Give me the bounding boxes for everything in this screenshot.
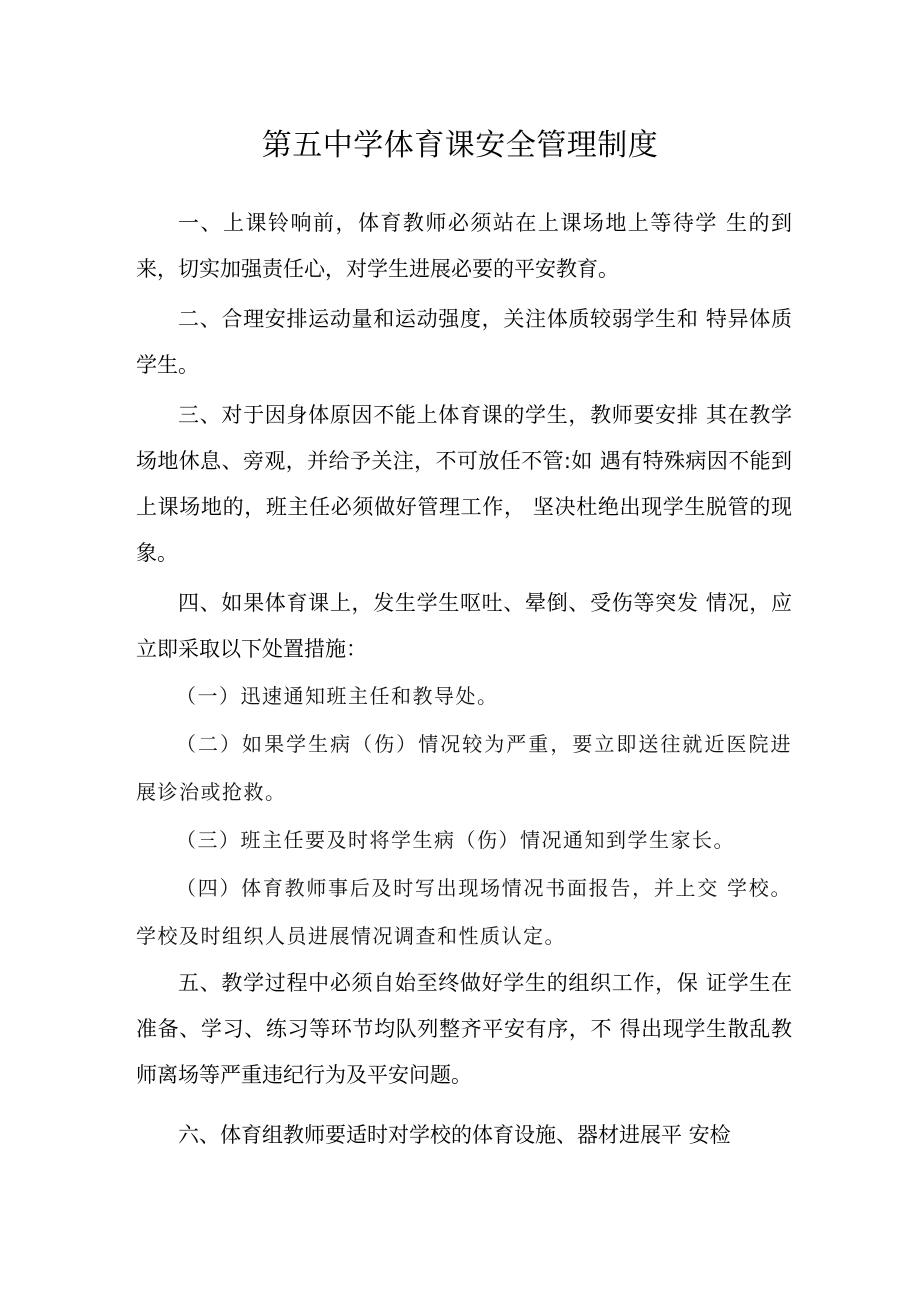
document-body xyxy=(136,200,792,1158)
paragraph-measure-1: （一）迅速通知班主任和教导处。 xyxy=(176,684,499,708)
paragraph-rule-2: 二、合理安排运动量和运动强度，关注体质较弱学生和 特异体质学生。 xyxy=(136,307,792,377)
paragraph-rule-4: 四、如果体育课上，发生学生呕吐、晕倒、受伤等突发 情况，应立即采取以下处置措施： xyxy=(136,591,792,661)
paragraph-rule-6: 六、体育组教师要适时对学校的体育设施、器材进展平 安检 xyxy=(178,1123,731,1147)
paragraph-measure-2: （二）如果学生病（伤）情况较为严重，要立即送往就近医院进展诊治或抢救。 xyxy=(136,732,792,804)
paragraph-measure-4: （四）体育教师事后及时写出现场情况书面报告，并上交 学校。学校及时组织人员进展情况调查和性质认定。 xyxy=(136,876,792,948)
paragraph-measure-3: （三）班主任要及时将学生病（伤）情况通知到学生家长。 xyxy=(176,828,735,852)
document-title: 第五中学体育课安全管理制度 xyxy=(261,128,659,163)
paragraph-rule-3: 三、对于因身体原因不能上体育课的学生，教师要安排 其在教学场地休息、旁观，并给予关注，不可放任不管:如 遇有特殊病因不能到上课场地的，班主任必须做好管理工作， 坚决杜绝出现学生脱管的现象。 xyxy=(136,403,792,565)
paragraph-rule-5: 五、教学过程中必须自始至终做好学生的组织工作，保 证学生在准备、学习、练习等环节均队列整齐平安有序，不 得出现学生散乱教师离场等严重违纪行为及平安问题。 xyxy=(136,971,792,1087)
paragraph-rule-1: 一、上课铃响前，体育教师必须站在上课场地上等待学 生的到来，切实加强责任心，对学生进展必要的平安教育。 xyxy=(136,211,792,281)
